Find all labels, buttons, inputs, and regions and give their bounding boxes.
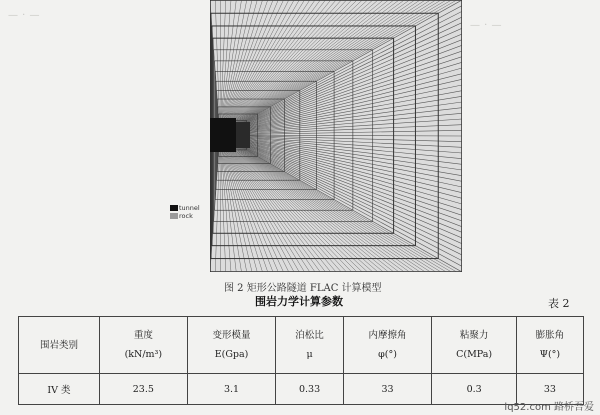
legend-swatch-tunnel (170, 205, 178, 211)
table-title: 围岩力学计算参数 (255, 295, 343, 308)
table-cell: 23.5 (100, 374, 188, 405)
table-cell: 33 (516, 374, 583, 405)
header-unit-weight: 重度 (kN/m³) (100, 317, 188, 374)
legend-item-tunnel: tunnel (170, 204, 200, 212)
ghost-text: — · — (8, 10, 41, 21)
table-header-row (19, 317, 584, 374)
table-cell: IV 类 (19, 374, 100, 405)
header-deformation-modulus: 变形模量 E(Gpa) (187, 317, 276, 374)
header-rock-class: 围岩类别 (19, 317, 100, 374)
flac-model-figure (210, 0, 462, 272)
table-cell: 0.33 (276, 374, 343, 405)
table-cell: 3.1 (187, 374, 276, 405)
header-poisson-ratio: 泊松比 μ (276, 317, 343, 374)
figure-legend (170, 204, 200, 220)
table-cell: 33 (343, 374, 432, 405)
table-cell: 0.3 (432, 374, 516, 405)
tunnel-mesh-drawing (210, 0, 462, 272)
table-row (19, 374, 584, 405)
figure-caption: 图 2 矩形公路隧道 FLAC 计算模型 (224, 283, 382, 294)
table-number: 表 2 (548, 297, 570, 310)
header-friction-angle: 内摩擦角 φ(°) (343, 317, 432, 374)
legend-swatch-rock (170, 213, 178, 219)
legend-item-rock: rock (170, 212, 200, 220)
header-cohesion: 粘聚力 C(MPa) (432, 317, 516, 374)
ghost-text: — · — (470, 20, 503, 31)
rock-parameters-table (18, 316, 584, 405)
header-dilation-angle: 膨胀角 Ψ(°) (516, 317, 583, 374)
watermark: lq52.com 路桥吾爱 (504, 402, 594, 413)
